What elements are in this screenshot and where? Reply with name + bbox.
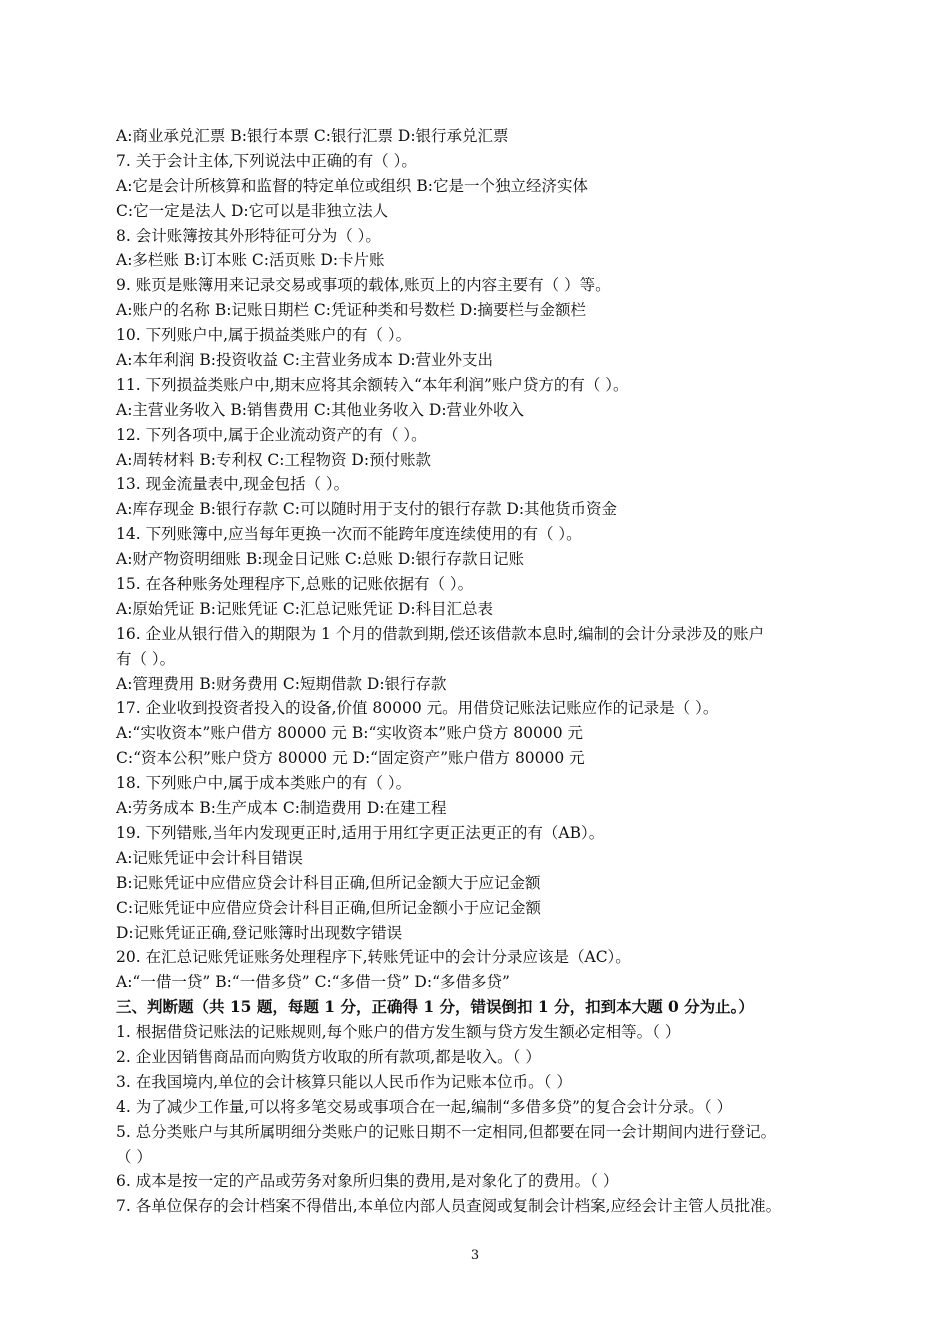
text-line: C:“资本公积”账户贷方 80000 元 D:“固定资产”账户借方 80000 元 <box>116 749 585 768</box>
text-line: 13. 现金流量表中,现金包括（ ）。 <box>116 475 350 494</box>
text-line: A:“一借一贷” B:“一借多贷” C:“多借一贷” D:“多借多贷” <box>116 973 510 992</box>
text-line: A:原始凭证 B:记账凭证 C:汇总记账凭证 D:科目汇总表 <box>116 599 494 618</box>
text-line: 9. 账页是账簿用来记录交易或事项的载体,账页上的内容主要有（ ）等。 <box>116 276 611 295</box>
text-line: D:记账凭证正确,登记账簿时出现数字错误 <box>116 923 403 942</box>
text-line: 4. 为了减少工作量,可以将多笔交易或事项合在一起,编制“多借多贷”的复合会计分录。（ ） <box>116 1097 733 1116</box>
text-line: A:劳务成本 B:生产成本 C:制造费用 D:在建工程 <box>116 799 447 818</box>
text-line: 2. 企业因销售商品而向购货方收取的所有款项,都是收入。（ ） <box>116 1047 541 1066</box>
text-line: A:“实收资本”账户借方 80000 元 B:“实收资本”账户贷方 80000 元 <box>116 724 583 743</box>
text-line: 3. 在我国境内,单位的会计核算只能以人民币作为记账本位币。（ ） <box>116 1072 572 1091</box>
text-line: 17. 企业收到投资者投入的设备,价值 80000 元。用借贷记账法记账应作的记录是（ ）。 <box>116 699 719 718</box>
section-heading: 三、判断题（共 15 题，每题 1 分，正确得 1 分，错误倒扣 1 分，扣到本大题 0 分为止。） <box>116 997 754 1017</box>
text-line: C:记账凭证中应借应贷会计科目正确,但所记金额小于应记金额 <box>116 898 542 917</box>
document-body <box>116 124 856 1219</box>
text-line: 7. 关于会计主体,下列说法中正确的有（ ）。 <box>116 151 417 170</box>
text-line: 7. 各单位保存的会计档案不得借出,本单位内部人员查阅或复制会计档案,应经会计主管人员批准。 <box>116 1197 782 1216</box>
text-line: 10. 下列账户中,属于损益类账户的有（ ）。 <box>116 326 412 345</box>
text-line: 20. 在汇总记账凭证账务处理程序下,转账凭证中的会计分录应该是（AC）。 <box>116 948 631 967</box>
page-number: 3 <box>470 1248 480 1263</box>
text-line: 15. 在各种账务处理程序下,总账的记账依据有（ ）。 <box>116 575 474 594</box>
text-line: A:它是会计所核算和监督的特定单位或组织 B:它是一个独立经济实体 <box>116 176 588 195</box>
text-line: A:多栏账 B:订本账 C:活页账 D:卡片账 <box>116 251 385 270</box>
text-line: A:主营业务收入 B:销售费用 C:其他业务收入 D:营业外收入 <box>116 400 525 419</box>
text-line: 8. 会计账簿按其外形特征可分为（ ）。 <box>116 226 381 245</box>
text-line: （ ） <box>116 1147 152 1166</box>
text-line: 18. 下列账户中,属于成本类账户的有（ ）。 <box>116 774 412 793</box>
text-line: 1. 根据借贷记账法的记账规则,每个账户的借方发生额与贷方发生额必定相等。（ ） <box>116 1023 681 1042</box>
text-line: A:库存现金 B:银行存款 C:可以随时用于支付的银行存款 D:其他货币资金 <box>116 500 618 519</box>
text-line: 有（ ）。 <box>116 649 176 668</box>
text-line: A:财产物资明细账 B:现金日记账 C:总账 D:银行存款日记账 <box>116 550 525 569</box>
text-line: A:管理费用 B:财务费用 C:短期借款 D:银行存款 <box>116 674 447 693</box>
text-line: B:记账凭证中应借应贷会计科目正确,但所记金额大于应记金额 <box>116 873 541 892</box>
text-line: 16. 企业从银行借入的期限为 1 个月的借款到期,偿还该借款本息时,编制的会计分录涉及的账户 <box>116 624 765 643</box>
text-line: 12. 下列各项中,属于企业流动资产的有（ ）。 <box>116 425 427 444</box>
text-line: A:账户的名称 B:记账日期栏 C:凭证种类和号数栏 D:摘要栏与金额栏 <box>116 301 587 320</box>
text-line: 5. 总分类账户与其所属明细分类账户的记账日期不一定相同,但都要在同一会计期间内进行登记。 <box>116 1122 777 1141</box>
text-line: 11. 下列损益类账户中,期末应将其余额转入“本年利润”账户贷方的有（ ）。 <box>116 375 629 394</box>
text-line: 19. 下列错账,当年内发现更正时,适用于用红字更正法更正的有（AB）。 <box>116 823 605 842</box>
text-line: C:它一定是法人 D:它可以是非独立法人 <box>116 201 389 220</box>
text-line: A:周转材料 B:专利权 C:工程物资 D:预付账款 <box>116 450 432 469</box>
text-line: A:记账凭证中会计科目错误 <box>116 848 303 867</box>
text-line: A:商业承兑汇票 B:银行本票 C:银行汇票 D:银行承兑汇票 <box>116 127 509 145</box>
text-line: A:本年利润 B:投资收益 C:主营业务成本 D:营业外支出 <box>116 351 494 370</box>
text-line: 6. 成本是按一定的产品或劳务对象所归集的费用,是对象化了的费用。（ ） <box>116 1172 619 1191</box>
text-line: 14. 下列账簿中,应当每年更换一次而不能跨年度连续使用的有（ ）。 <box>116 525 582 544</box>
